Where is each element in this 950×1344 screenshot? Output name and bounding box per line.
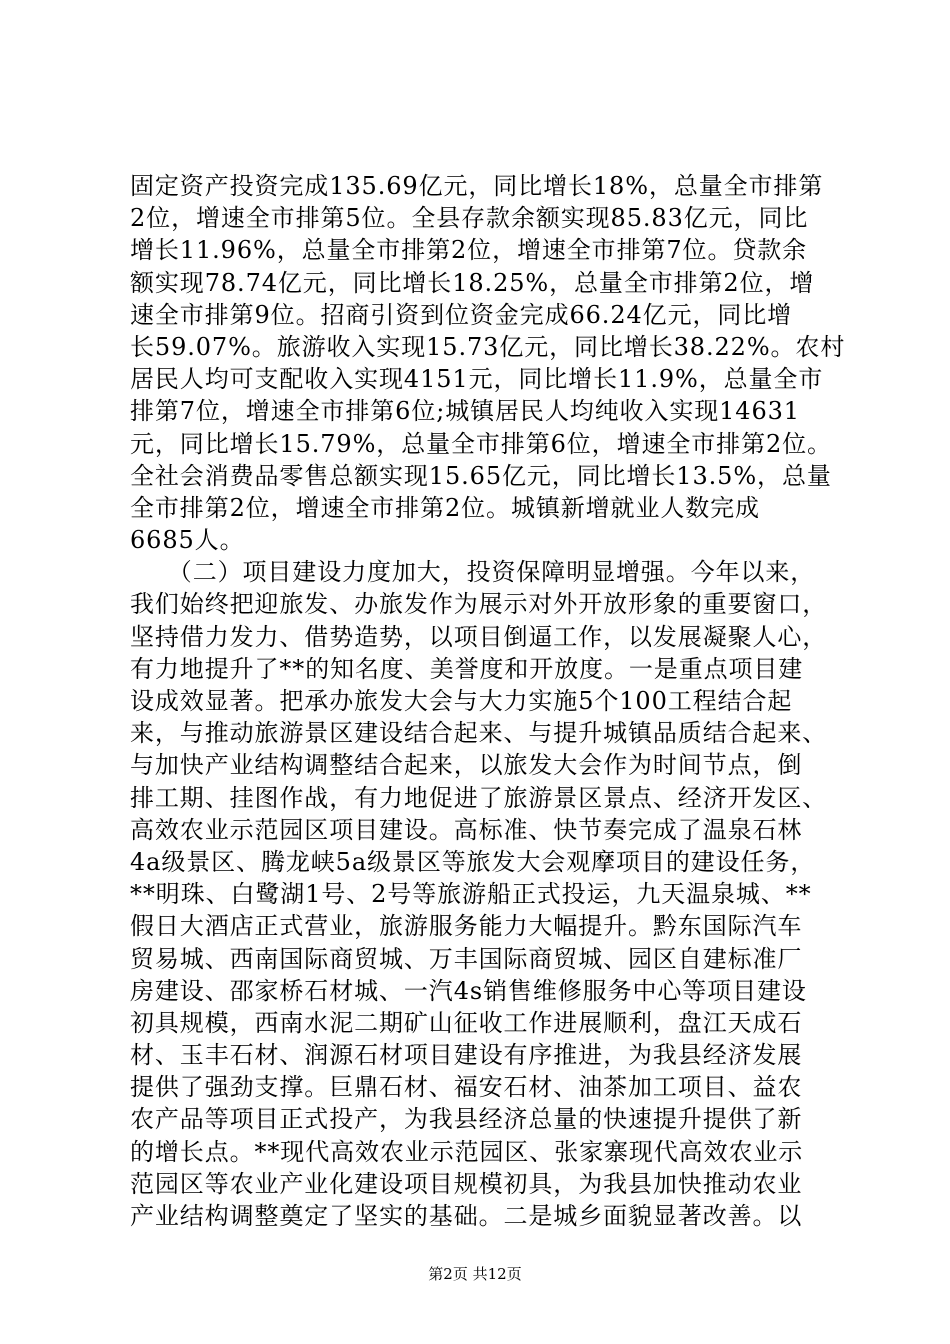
text-line: 设成效显著。把承办旅发大会与大力实施5个100工程结合起: [130, 687, 793, 715]
page-footer: [0, 1263, 950, 1284]
text-line: 的增长点。**现代高效农业示范园区、张家寨现代高效农业示: [130, 1137, 804, 1166]
text-line: 居民人均可支配收入实现4151元，同比增长11.9%，总量全市: [130, 365, 824, 394]
text-line: 与加快产业结构调整结合起来，以旅发大会作为时间节点，倒: [130, 751, 803, 780]
text-line: 长59.07%。旅游收入实现15.73亿元，同比增长38.22%。农村: [130, 332, 846, 361]
text-line: 来，与推动旅游景区建设结合起来、与提升城镇品质结合起来、: [130, 719, 828, 748]
text-line: （二）项目建设力度加大，投资保障明显增强。今年以来，: [130, 558, 816, 587]
text-line: 增长11.96%，总量全市排第2位，增速全市排第7位。贷款余: [130, 236, 808, 265]
text-line: 产业结构调整奠定了坚实的基础。二是城乡面貌显著改善。以: [130, 1202, 803, 1230]
text-line: 排第7位，增速全市排第6位;城镇居民人均纯收入实现14631: [130, 397, 800, 426]
text-line: 农产品等项目正式投产，为我县经济总量的快速提升提供了新: [130, 1105, 803, 1134]
text-line: 我们始终把迎旅发、办旅发作为展示对外开放形象的重要窗口，: [130, 590, 828, 619]
text-line: 范园区等农业产业化建设项目规模初具，为我县加快推动农业: [130, 1169, 803, 1198]
text-line: 坚持借力发力、借势造势，以项目倒逼工作，以发展凝聚人心，: [130, 622, 828, 651]
text-line: 有力地提升了**的知名度、美誉度和开放度。一是重点项目建: [130, 654, 804, 683]
text-line: 排工期、挂图作战，有力地促进了旅游景区景点、经济开发区、: [130, 783, 828, 812]
body-text: [130, 170, 846, 1232]
text-line: 假日大酒店正式营业，旅游服务能力大幅提升。黔东国际汽车: [130, 912, 803, 941]
text-line: 4a级景区、腾龙峡5a级景区等旅发大会观摩项目的建设任务，: [130, 847, 816, 876]
text-line: 固定资产投资完成135.69亿元，同比增长18%，总量全市排第: [130, 172, 824, 200]
text-line: 房建设、邵家桥石材城、一汽4s销售维修服务中心等项目建设: [130, 976, 807, 1005]
text-line: 速全市排第9位。招商引资到位资金完成66.24亿元，同比增: [130, 300, 793, 329]
text-line: 6685人。: [130, 526, 245, 555]
text-line: 材、玉丰石材、润源石材项目建设有序推进，为我县经济发展: [130, 1041, 803, 1070]
text-line: 贸易城、西南国际商贸城、万丰国际商贸城、园区自建标准厂: [130, 944, 803, 973]
text-line: 全社会消费品零售总额实现15.65亿元，同比增长13.5%，总量: [130, 461, 832, 490]
text-line: 高效农业示范园区项目建设。高标准、快节奏完成了温泉石林: [130, 815, 803, 844]
page-number: 第2页 共12页: [428, 1265, 522, 1283]
text-line: 全市排第2位，增速全市排第2位。城镇新增就业人数完成: [130, 493, 760, 522]
text-line: 2位，增速全市排第5位。全县存款余额实现85.83亿元，同比: [130, 204, 809, 233]
text-line: 额实现78.74亿元，同比增长18.25%，总量全市排第2位，增: [130, 268, 815, 297]
text-line: 提供了强劲支撑。巨鼎石材、福安石材、油茶加工项目、益农: [130, 1073, 803, 1102]
text-line: 初具规模，西南水泥二期矿山征收工作进展顺利，盘江天成石: [130, 1008, 803, 1037]
text-line: 元，同比增长15.79%，总量全市排第6位，增速全市排第2位。: [130, 429, 832, 458]
text-line: **明珠、白鹭湖1号、2号等旅游船正式投运，九天温泉城、**: [130, 880, 812, 909]
